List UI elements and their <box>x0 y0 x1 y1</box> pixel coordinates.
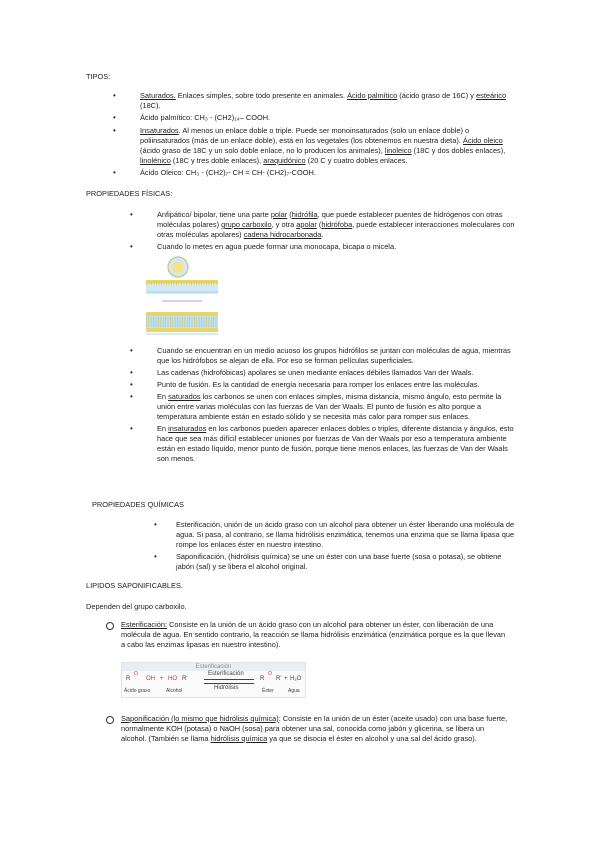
text: (18C y tres doble enlaces), <box>170 156 264 165</box>
term-linolenico: linolénico <box>140 156 171 165</box>
eq-ho: HO <box>168 676 177 682</box>
text: ( <box>287 210 292 219</box>
term-araquidonico: araquidónico <box>263 156 306 165</box>
term-estearico: esteárico <box>476 91 507 100</box>
text: Cuando se encuentran en un medio acuoso los grupos hidrófilos se juntan con moléculas de agua, mientras que los hidrófobos se alejan de ella. Por eso se forman películas superficiales. <box>157 346 511 365</box>
term-saturados: saturados <box>168 392 201 401</box>
formula-oleico: Ácido Oleico: CH₃ - (CH2)₇- CH = CH- (CH2)₇-COOH. <box>140 168 316 177</box>
list-item <box>130 346 517 366</box>
text: (20 C y cuatro dobles enlaces. <box>305 156 408 165</box>
term-acido-oleico: Ácido oleico <box>462 136 503 145</box>
text: . Al menos un enlace doble o triple. Puede ser monoinsaturados (solo un enlace doble) o poliinsaturados (más de un enlace doble), está en los vegetales (los obtenemos en nuestra dieta). <box>140 126 470 145</box>
bullet-icon: • <box>130 368 133 377</box>
term-polar: polar <box>270 210 288 219</box>
text: Enlaces simples, sobre todo presente en animales. <box>175 91 348 100</box>
list-item <box>113 113 520 123</box>
text: Esterificación, unión de un ácido graso con un alcohol para obtener un éster liberando una molécula de agua. Si pasa, al contrario, se llama hidrólisis enzimática, tenemos una enzima que se llama lipasa que rompe los enlaces éster en nuestro intestino. <box>176 520 515 549</box>
saponificacion-paragraph <box>121 714 511 744</box>
circle-bullet-icon <box>106 622 114 630</box>
formula-palmitico: Ácido palmítico: CH₃ - (CH2)₁₄– COOH. <box>140 113 271 122</box>
list-item <box>130 368 517 378</box>
quimicas-list <box>154 520 516 572</box>
bullet-icon: • <box>130 210 133 219</box>
fisicas-list-bottom <box>130 346 517 464</box>
equation-header: Esterificación <box>122 663 305 671</box>
eq-label-agua: Agua <box>288 688 300 694</box>
text: (ácido graso de 18C y un solo doble enlace, no lo producen los animales), <box>140 146 385 155</box>
text: ( <box>316 220 322 229</box>
fisicas-list-top <box>130 210 517 252</box>
reverse-arrow-icon <box>204 683 254 684</box>
text: Saponificación, (hidrólisis química) se une un éster con una base fuerte (sosa o potasa), se obtiene jabón (sal) y se libera el alcohol original. <box>176 552 502 571</box>
bullet-icon: • <box>130 346 133 355</box>
eq-o: O <box>268 671 272 677</box>
bullet-icon: • <box>130 392 133 401</box>
bilayer-icon <box>146 312 218 334</box>
eq-oh: OH <box>146 676 155 682</box>
term-cadena-hidrocarbonada: cadena hidrocarbonada <box>243 230 322 239</box>
eq-r-prime-2: R' <box>276 676 282 682</box>
section-heading-tipos: TIPOS: <box>86 72 111 81</box>
text: En <box>157 424 169 433</box>
eq-plus-2: + <box>284 676 288 682</box>
text: Punto de fusión. Es la cantidad de energía necesaria para romper los enlaces entre las moléculas. <box>157 380 480 389</box>
eq-r-prime: R' <box>182 676 188 682</box>
text: , puede establecer interacciones moleculares con otras moléculas apolares) <box>157 220 515 239</box>
eq-r-2: R <box>260 676 265 682</box>
term-hidrofoba: hidrófoba <box>321 220 353 229</box>
bullet-icon: • <box>113 91 116 100</box>
eq-label-alcohol: Alcohol <box>166 688 183 694</box>
list-item <box>113 168 520 178</box>
text: (ácido graso de 16C) y <box>397 91 477 100</box>
term-saponificacion: Saponificación (lo mismo que hidrólisis química) <box>121 714 279 723</box>
list-item <box>113 91 520 111</box>
section-heading-quimicas: PROPIEDADES QUÍMICAS <box>92 500 184 509</box>
bullet-icon: • <box>154 552 157 561</box>
eq-r: R <box>126 676 131 682</box>
subheading-grupo-carboxilo: Dependen del grupo carboxilo. <box>86 602 187 611</box>
bullet-icon: • <box>113 168 116 177</box>
text: . <box>321 230 324 239</box>
term-esterificacion: Esterificación: <box>121 620 168 629</box>
text: : Consiste en la unión de un éster (aceite usado) con una base fuerte, normalmente KOH (potasa) o NaOH (sosa) para obtener una sal, conocida como jabón y glicerina, se libera un alcohol. (También se llama <box>121 714 508 743</box>
eq-reverse-label: Hidrólisis <box>214 685 239 691</box>
lipid-structures-illustration <box>144 254 224 344</box>
bullet-icon: • <box>130 380 133 389</box>
bullet-icon: • <box>113 113 116 122</box>
list-item <box>130 242 517 252</box>
text: (18C y dos dobles enlaces), <box>411 146 506 155</box>
section-heading-saponificables: LIPIDOS SAPONIFICABLES. <box>86 581 183 590</box>
term-insaturados: Insaturados <box>140 126 179 135</box>
forward-arrow-icon <box>204 679 254 680</box>
section-heading-fisicas: PROPIEDADES FÍSICAS: <box>86 189 173 198</box>
eq-forward-label: Esterificación <box>208 671 244 677</box>
term-acido-palmitico: Ácido palmítico <box>347 91 398 100</box>
bullet-icon: • <box>154 520 157 529</box>
micelle-icon <box>168 257 188 277</box>
circle-bullet-icon <box>106 716 114 724</box>
term-hidrolisis-quimica: hidrólisis química <box>210 734 268 743</box>
text: en los carbonos pueden aparecer enlaces dobles o triples, diferente distancia y ángulos, esto hace que sea más difícil establecer uniones por fuerzas de Van der Waals por eso a temperatura ambiente están en estado líquido, menor punto de fusión, porque tiene menos enlaces, las fuerzas de Van der Waals son menos. <box>157 424 514 463</box>
bullet-icon: • <box>130 242 133 251</box>
term-grupo-carboxilo: grupo carboxilo <box>221 220 272 229</box>
text: Cuando lo metes en agua puede formar una monocapa, bicapa o micela. <box>157 242 397 251</box>
term-saturados: Saturados. <box>140 91 176 100</box>
list-item <box>154 520 516 550</box>
esterificacion-paragraph <box>121 620 511 650</box>
bullet-icon: • <box>130 424 133 433</box>
term-insaturados: insaturados <box>168 424 207 433</box>
text: En <box>157 392 169 401</box>
eq-label-ester: Éster <box>262 688 274 694</box>
term-hidrofila: hidrófila <box>291 210 318 219</box>
term-apolar: apolar <box>296 220 317 229</box>
text: ya que se disocia el éster en alcohol y una sal del ácido graso). <box>267 734 477 743</box>
esterification-equation-figure <box>121 662 306 698</box>
eq-label-acido: Ácido graso <box>124 688 151 694</box>
text: , que puede establecer puentes de hidrógenos con otras moléculas polares) <box>157 210 503 229</box>
list-item <box>130 380 517 390</box>
term-linoleico: linoleico <box>384 146 412 155</box>
list-item <box>154 552 516 572</box>
text: los carbonos se unen con enlaces simples, misma distancia, mismo ángulo, esto permite la unión entre varias moléculas con las fuerzas de Van der Waals. El punto de fusión es alto porque a temperatura ambiente están en estado sólido y se necesita más calor para romper sus enlaces. <box>157 392 502 421</box>
list-item <box>130 424 517 464</box>
text: Consiste en la unión de un ácido graso con un alcohol para obtener un éster, con liberación de una molécula de agua. En sentido contrario, la reacción se llama hidrólisis enzimática (enzimática porque es la que llevan a cabo las enzimas lipasas en nuestro intestino). <box>121 620 506 649</box>
monolayer-icon <box>146 280 218 302</box>
eq-o-icon: O <box>134 671 138 677</box>
text: (18C). <box>140 101 161 110</box>
list-item <box>130 392 517 422</box>
text: , y otra <box>271 220 297 229</box>
list-item <box>130 210 517 240</box>
tipos-list <box>113 91 520 178</box>
eq-plus-1: + <box>160 676 164 682</box>
text: Las cadenas (hidrofóbicas) apolares se unen mediante enlaces débiles llamados Van der Waals. <box>157 368 474 377</box>
eq-water: H₂O <box>290 676 302 682</box>
list-item <box>113 126 520 166</box>
text: Anfipático/ bipolar, tiene una parte <box>157 210 271 219</box>
bullet-icon: • <box>113 126 116 135</box>
